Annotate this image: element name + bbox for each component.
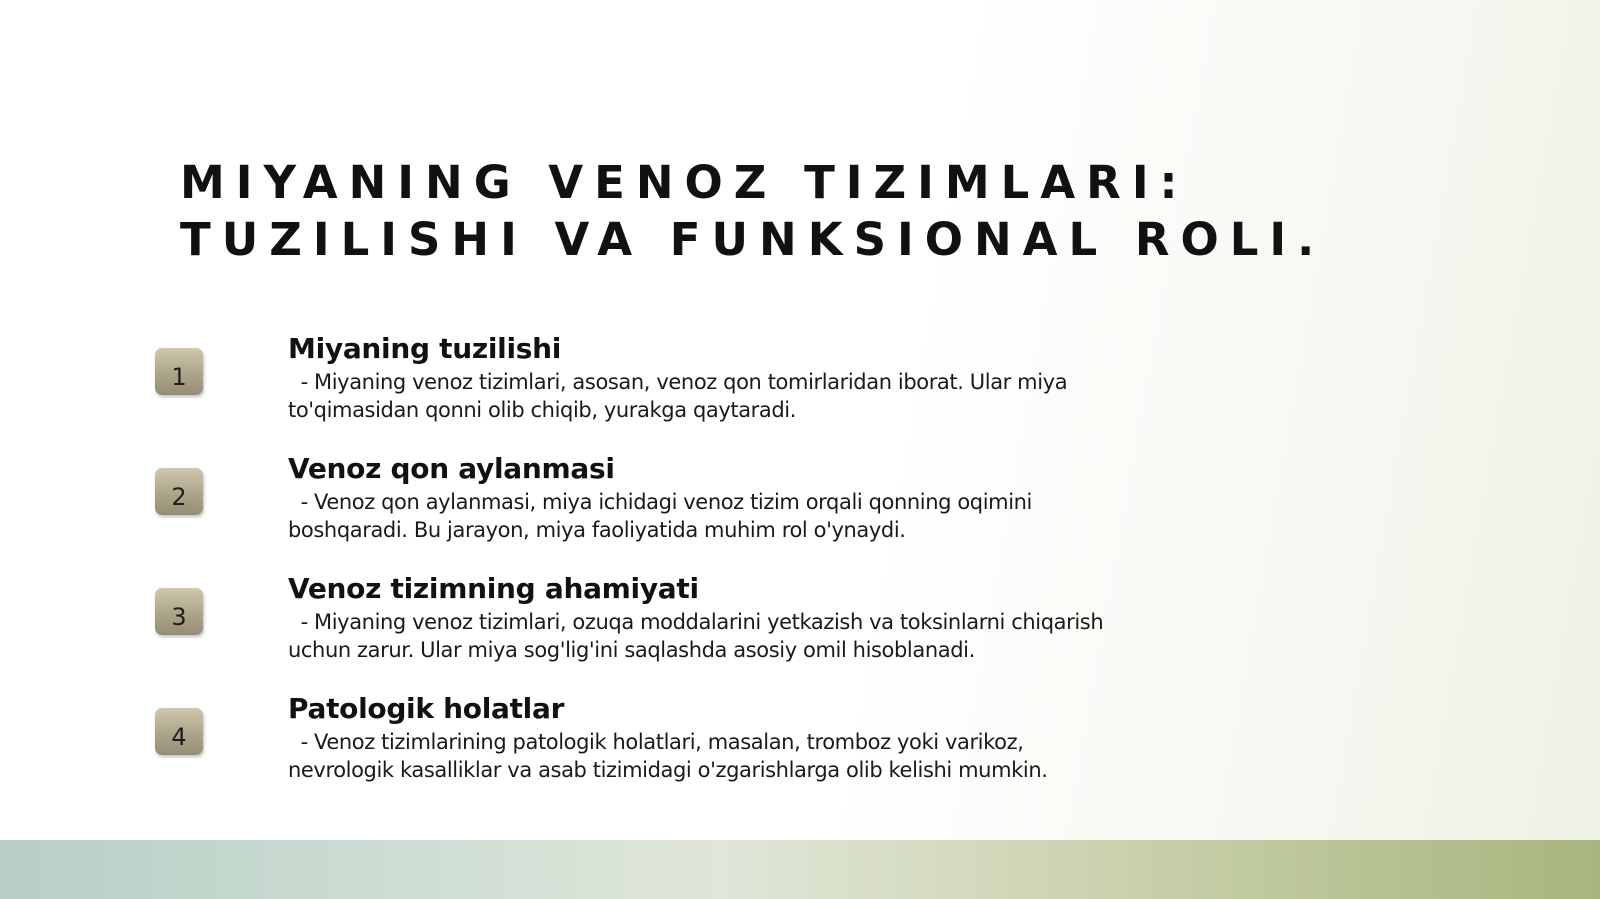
item-body-2: - Venoz qon aylanmasi, miya ichidagi venoz tizim orqali qonning oqimini boshqaradi. Bu jarayon, miya faoliyatida muhim rol o'ynaydi. [288,490,1039,542]
item-body-3: - Miyaning venoz tizimlari, ozuqa moddalarini yetkazish va toksinlarni chiqarish uchun zarur. Ular miya sog'lig'ini saqlashda asosiy omil hisoblanadi. [288,610,1110,662]
number-badge-3: 3 [155,588,203,635]
item-body-4: - Venoz tizimlarining patologik holatlari, masalan, tromboz yoki varikoz, nevrologik kasalliklar va asab tizimidagi o'zgarishlarga olib kelishi mumkin. [288,730,1048,782]
number-badge-4: 4 [155,708,203,755]
bottom-decorative-band [0,840,1600,899]
number-badge-2: 2 [155,468,203,515]
item-heading-1: Miyaning tuzilishi [288,332,562,365]
item-body-1: - Miyaning venoz tizimlari, asosan, venoz qon tomirlaridan iborat. Ular miya to'qimasidan qonni olib chiqib, yurakga qaytaradi. [288,370,1074,422]
slide-title: MIYANING VENOZ TIZIMLARI: TUZILISHI VA FUNKSIONAL ROLI. [180,156,1326,266]
item-heading-3: Venoz tizimning ahamiyati [288,572,699,605]
item-heading-4: Patologik holatlar [288,692,565,725]
number-badge-1: 1 [155,348,203,395]
item-heading-2: Venoz qon aylanmasi [288,452,615,485]
